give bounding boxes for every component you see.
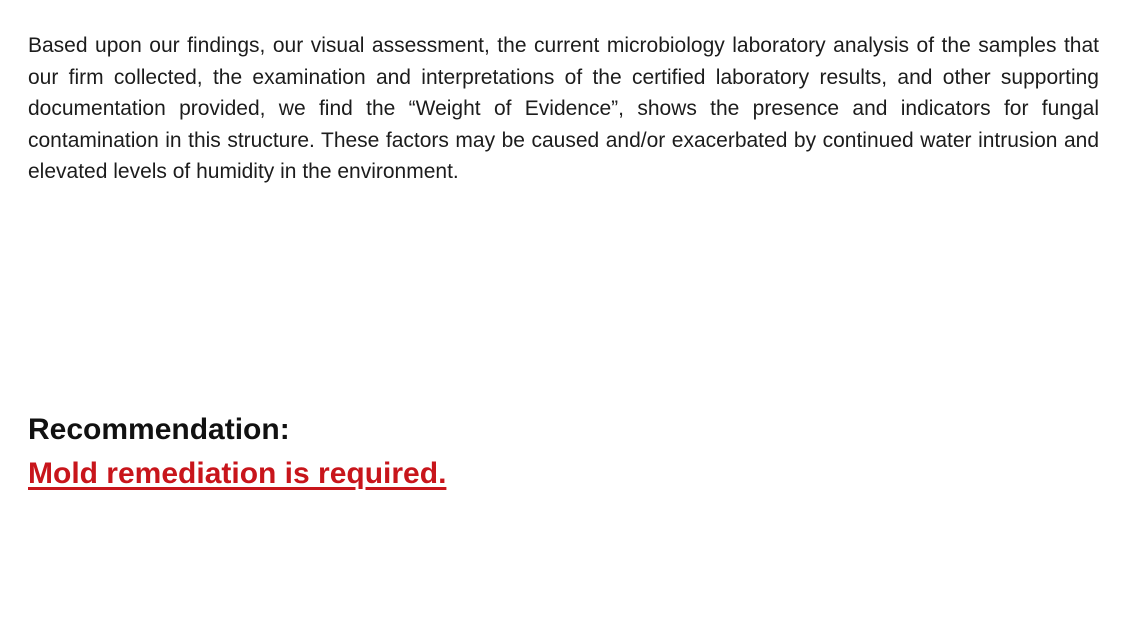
recommendation-text: Mold remediation is required. [28, 457, 447, 490]
cut-off-next-heading [28, 626, 238, 640]
findings-paragraph: Based upon our findings, our visual assessment, the current microbiology laboratory analysis of the samples that our firm collected, the examination and interpretations of the certified laboratory results, and other supporting documentation provided, we find the “Weight of Evidence”, shows the presence and indicators for fungal contamination in this structure. These factors may be caused and/or exacerbated by continued water intrusion and elevated levels of humidity in the environment. [28, 34, 1099, 183]
recommendation-heading: Recommendation: [28, 413, 290, 446]
cut-off-heading-fragment [28, 626, 238, 640]
